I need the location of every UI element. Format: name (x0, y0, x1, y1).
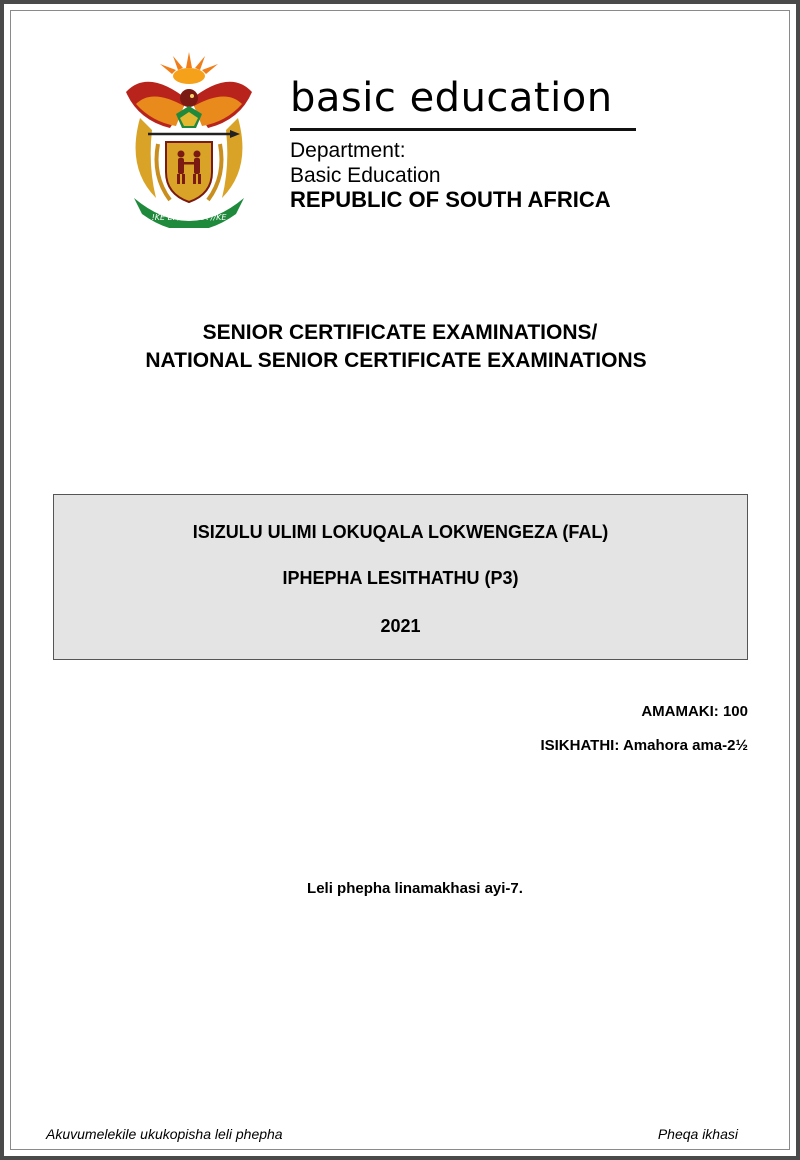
brand-divider (290, 128, 636, 131)
department-label: Department: (290, 139, 406, 162)
time-allowed: ISIKHATHI: Amahora ama-2½ (540, 737, 748, 754)
brand-title: basic education (290, 75, 613, 121)
motto-text: !KE E: /XARRA //KE (151, 213, 227, 222)
subject-title: ISIZULU ULIMI LOKUQALA LOKWENGEZA (FAL) (192, 522, 609, 542)
marks-total: AMAMAKI: 100 (641, 703, 748, 720)
exam-year: 2021 (380, 616, 421, 636)
subject-box (53, 494, 748, 660)
turn-page-note: Pheqa ikhasi (657, 1126, 738, 1142)
paper-number: IPHEPHA LESITHATHU (P3) (282, 568, 519, 588)
department-name: Basic Education (290, 164, 441, 187)
page-count-note: Leli phepha linamakhasi ayi-7. (307, 880, 523, 897)
exam-heading-line1: SENIOR CERTIFICATE EXAMINATIONS/ (202, 321, 598, 344)
copyright-notice: Akuvumelekile ukukopisha leli phepha (46, 1126, 283, 1142)
exam-heading-line2: NATIONAL SENIOR CERTIFICATE EXAMINATIONS (145, 349, 647, 372)
coat-of-arms-logo (118, 48, 260, 228)
country-name: REPUBLIC OF SOUTH AFRICA (290, 187, 611, 212)
